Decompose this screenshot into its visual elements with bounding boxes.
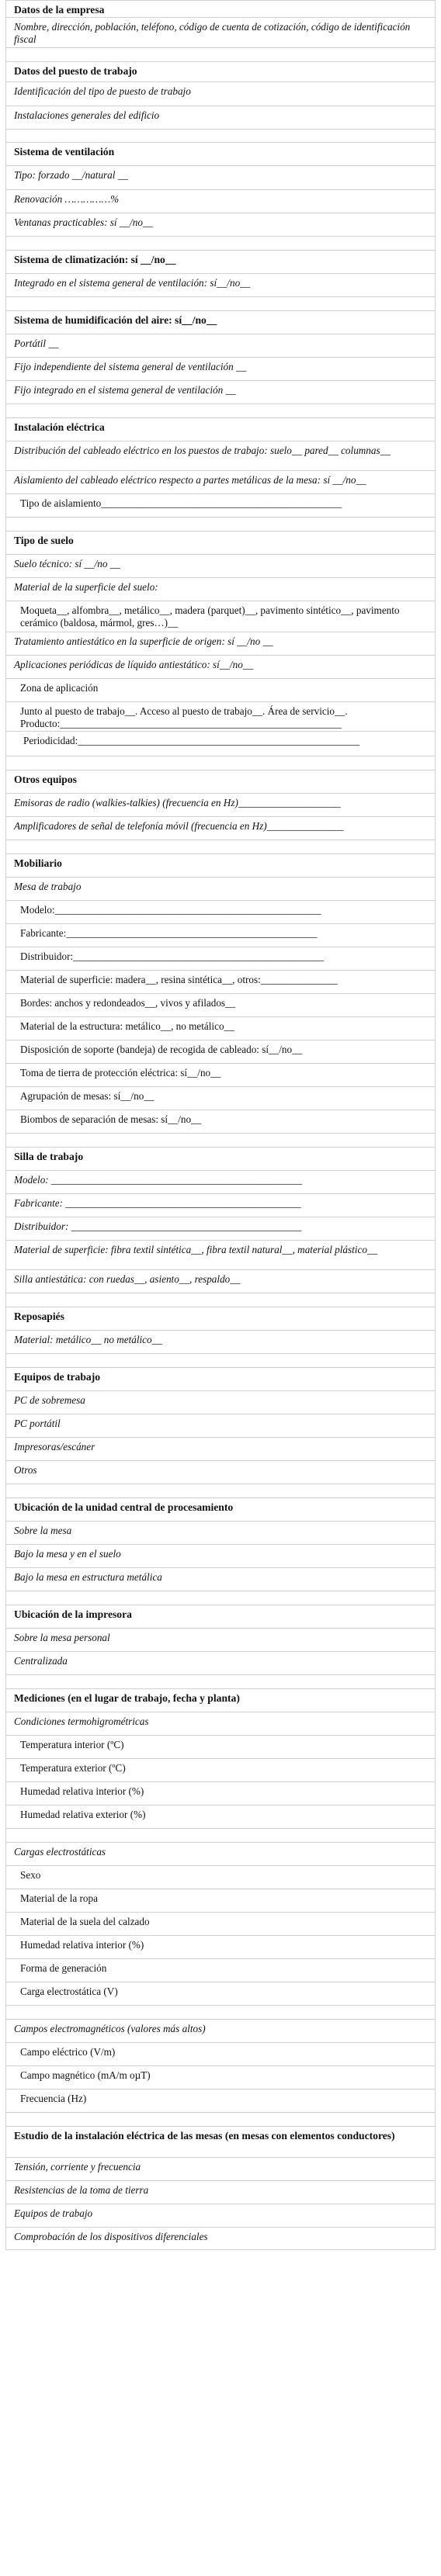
form-field: Material de la ropa [5, 1889, 436, 1912]
section-heading: Otros equipos [5, 770, 436, 793]
section-heading: Sistema de ventilación [5, 142, 436, 165]
form-field: PC de sobremesa [5, 1390, 436, 1414]
form-field: Agrupación de mesas: sí__/no__ [5, 1086, 436, 1110]
form-field: Cargas electrostáticas [5, 1842, 436, 1865]
form-field: Ventanas practicables: sí __/no__ [5, 213, 436, 236]
form-field: Identificación del tipo de puesto de trabajo [5, 81, 436, 106]
form-field: Aplicaciones periódicas de líquido antiestático: sí__/no__ [5, 655, 436, 678]
section-heading: Sistema de humidificación del aire: sí__/no__ [5, 310, 436, 334]
section-heading: Silla de trabajo [5, 1147, 436, 1170]
form-field: Bordes: anchos y redondeados__, vivos y afilados__ [5, 993, 436, 1016]
spacer-row [5, 403, 436, 417]
form-field: Silla antiestática: con ruedas__, asiento__, respaldo__ [5, 1269, 436, 1293]
section-heading: Reposapiés [5, 1307, 436, 1330]
form-field: Distribución del cableado eléctrico en los puestos de trabajo: suelo__ pared__ columnas__ [5, 441, 436, 470]
form-field: Emisoras de radio (walkies-talkies) (frecuencia en Hz)____________________ [5, 793, 436, 816]
form-field: Frecuencia (Hz) [5, 2089, 436, 2112]
form-field: Distribuidor: _____________________________________________ [5, 1217, 436, 1240]
form-field: Comprobación de los dispositivos diferenciales [5, 2227, 436, 2250]
spacer-row [5, 2005, 436, 2019]
section-heading: Ubicación de la unidad central de procesamiento [5, 1497, 436, 1521]
spacer-row [5, 236, 436, 250]
form-field: Bajo la mesa y en el suelo [5, 1544, 436, 1567]
form-field: Campo magnético (mA/m oµT) [5, 2065, 436, 2089]
form-field: Tipo de aislamiento_______________________________________________ [5, 493, 436, 517]
spacer-row [5, 1293, 436, 1307]
form-field: Periodicidad:_______________________________________________________ [5, 731, 436, 756]
spacer-row [5, 840, 436, 853]
form-field: Sexo [5, 1865, 436, 1889]
form-field: Forma de generación [5, 1958, 436, 1982]
form-field: Equipos de trabajo [5, 2204, 436, 2227]
evaluation-form [5, 0, 436, 2250]
form-field: Zona de aplicación [5, 678, 436, 701]
spacer-row [5, 1484, 436, 1497]
form-field: Fijo integrado en el sistema general de ventilación __ [5, 380, 436, 403]
form-field: Renovación ……………% [5, 189, 436, 213]
form-field: Disposición de soporte (bandeja) de recogida de cableado: sí__/no__ [5, 1040, 436, 1063]
form-field: Fijo independiente del sistema general de ventilación __ [5, 357, 436, 380]
spacer-row [5, 2112, 436, 2126]
form-field: Material de superficie: fibra textil sintética__, fibra textil natural__, material plástico__ [5, 1240, 436, 1269]
spacer-row [5, 1133, 436, 1147]
form-field: Resistencias de la toma de tierra [5, 2180, 436, 2204]
form-field: Tensión, corriente y frecuencia [5, 2157, 436, 2180]
form-field: Material de superficie: madera__, resina sintética__, otros:_______________ [5, 970, 436, 993]
form-field: Biombos de separación de mesas: sí__/no__ [5, 1110, 436, 1133]
section-heading: Sistema de climatización: sí __/no__ [5, 250, 436, 273]
form-field: Portátil __ [5, 334, 436, 357]
form-field: Amplificadores de señal de telefonía móvil (frecuencia en Hz)_______________ [5, 816, 436, 840]
form-field: Distribuidor:_________________________________________________ [5, 947, 436, 970]
form-field: Tipo: forzado __/natural __ [5, 165, 436, 189]
form-field: Nombre, dirección, población, teléfono, código de cuenta de cotización, código de identificación fiscal [5, 17, 436, 47]
form-field: Material de la superficie del suelo: [5, 577, 436, 601]
form-field: Aislamiento del cableado eléctrico respecto a partes metálicas de la mesa: sí __/no__ [5, 470, 436, 493]
form-field: Impresoras/escáner [5, 1437, 436, 1460]
spacer-row [5, 517, 436, 531]
form-field: Tratamiento antiestático en la superficie de origen: sí __/no __ [5, 632, 436, 655]
form-field: Otros [5, 1460, 436, 1484]
form-field: Humedad relativa exterior (%) [5, 1805, 436, 1828]
section-heading: Mediciones (en el lugar de trabajo, fecha y planta) [5, 1688, 436, 1712]
form-field: Modelo: _________________________________________________ [5, 1170, 436, 1193]
form-field: Temperatura interior (ºC) [5, 1735, 436, 1758]
form-field: Carga electrostática (V) [5, 1982, 436, 2005]
section-heading: Datos de la empresa [5, 0, 436, 17]
form-field: Humedad relativa interior (%) [5, 1781, 436, 1805]
spacer-row [5, 1353, 436, 1367]
form-field: Campos electromagnéticos (valores más altos) [5, 2019, 436, 2042]
spacer-row [5, 129, 436, 142]
form-field: Temperatura exterior (ºC) [5, 1758, 436, 1781]
form-field: Moqueta__, alfombra__, metálico__, madera (parquet)__, pavimento sintético__, pavimento cerámico (baldosa, mármol, gres…)__ [5, 601, 436, 632]
section-heading: Estudio de la instalación eléctrica de las mesas (en mesas con elementos conductores) [5, 2126, 436, 2157]
form-field: Fabricante:_________________________________________________ [5, 923, 436, 947]
section-heading: Equipos de trabajo [5, 1367, 436, 1390]
section-heading: Datos del puesto de trabajo [5, 61, 436, 81]
form-field: PC portátil [5, 1414, 436, 1437]
form-field: Material de la suela del calzado [5, 1912, 436, 1935]
form-field: Campo eléctrico (V/m) [5, 2042, 436, 2065]
section-heading: Mobiliario [5, 853, 436, 877]
form-field: Sobre la mesa [5, 1521, 436, 1544]
form-field: Junto al puesto de trabajo__. Acceso al puesto de trabajo__. Área de servicio__. Producto:_______________________________________________________ [5, 701, 436, 731]
form-field: Modelo:____________________________________________________ [5, 900, 436, 923]
spacer-row [5, 1674, 436, 1688]
section-heading: Ubicación de la impresora [5, 1605, 436, 1628]
form-field: Sobre la mesa personal [5, 1628, 436, 1651]
form-field: Fabricante: ______________________________________________ [5, 1193, 436, 1217]
form-field: Toma de tierra de protección eléctrica: sí__/no__ [5, 1063, 436, 1086]
form-field: Centralizada [5, 1651, 436, 1674]
form-field: Material de la estructura: metálico__, no metálico__ [5, 1016, 436, 1040]
form-field: Mesa de trabajo [5, 877, 436, 900]
spacer-row [5, 756, 436, 770]
form-field: Material: metálico__ no metálico__ [5, 1330, 436, 1353]
form-field: Suelo técnico: sí __/no __ [5, 554, 436, 577]
section-heading: Tipo de suelo [5, 531, 436, 554]
spacer-row [5, 296, 436, 310]
form-field: Condiciones termohigrométricas [5, 1712, 436, 1735]
form-field: Instalaciones generales del edificio [5, 106, 436, 129]
form-field: Humedad relativa interior (%) [5, 1935, 436, 1958]
form-field: Bajo la mesa en estructura metálica [5, 1567, 436, 1591]
section-heading: Instalación eléctrica [5, 417, 436, 441]
spacer-row [5, 1591, 436, 1605]
spacer-row [5, 47, 436, 61]
form-field: Integrado en el sistema general de ventilación: sí__/no__ [5, 273, 436, 296]
spacer-row [5, 1828, 436, 1842]
